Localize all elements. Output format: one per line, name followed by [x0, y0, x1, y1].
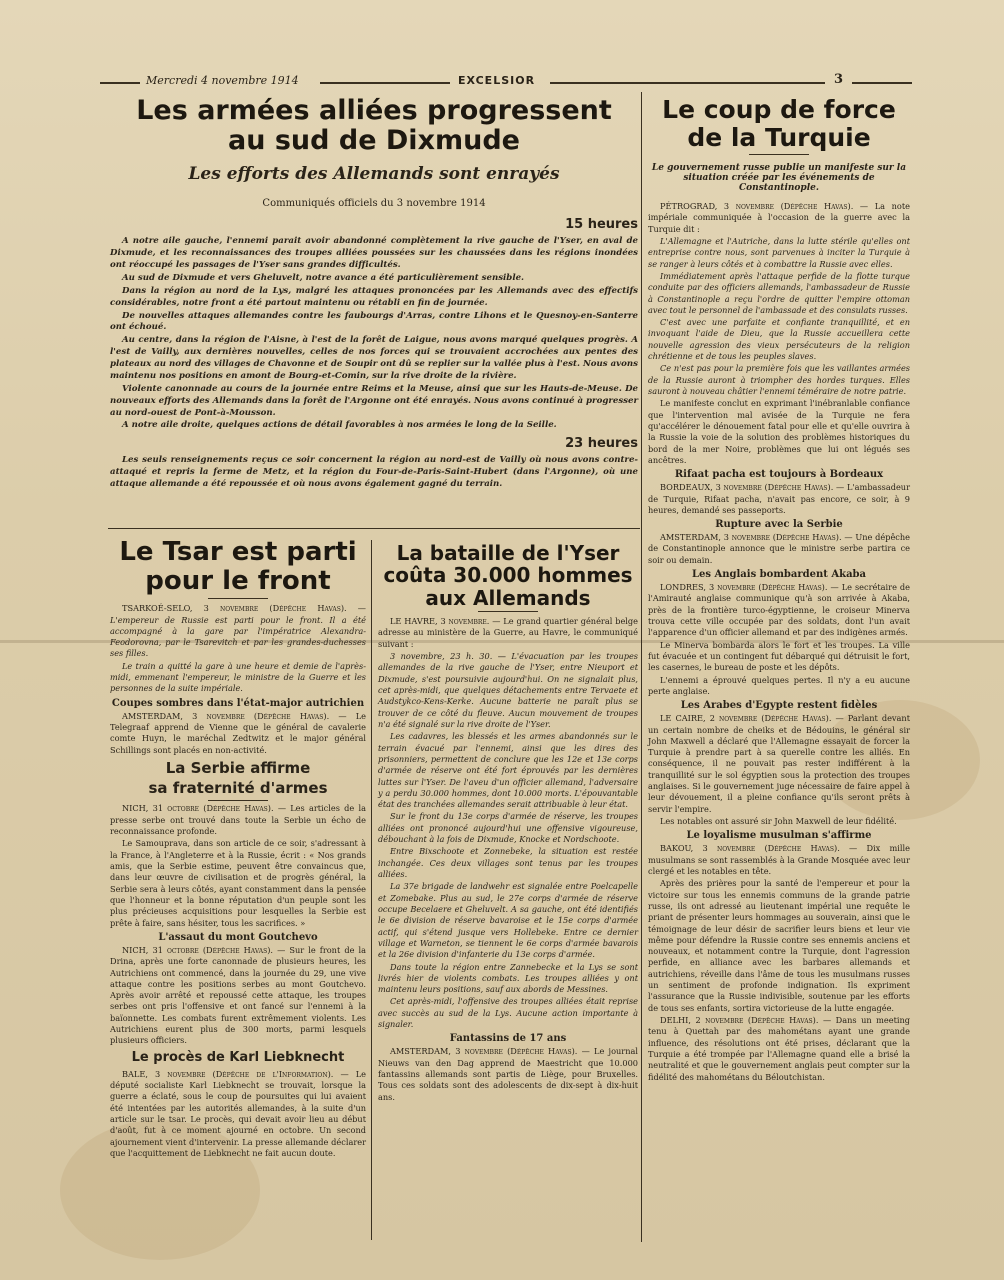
column-rule [641, 92, 642, 1242]
tsar-article [110, 538, 366, 1160]
turquie-deck: Le gouvernement russe publie un manifeste sur la situation créée par les événements de Constantinople. [651, 163, 907, 193]
lead-title-line2: au sud de Dixmude [228, 125, 520, 157]
dateline: BAKOU, 3 novembre (Dépêche Havas). — [660, 843, 858, 854]
communique-para: A notre aile droite, quelques actions de détail favorables à nos armées le long de la Seille. [122, 420, 557, 431]
dateline: BORDEAUX, 3 novembre (Dépêche Havas). — [660, 482, 845, 493]
yser-title-line1: La bataille de l'Yser [396, 541, 620, 565]
turquie-article [648, 96, 910, 1084]
communique-para: Violente canonnade au cours de la journée entre Reims et la Meuse, ainsi que sur les Hauts-de-Meuse. De nouveaux efforts des Allemands dans la forêt de l'Argonne ont été enrayés. Nous avons continué à progresser au nord-ouest de Pont-à-Mousson. [110, 383, 638, 418]
communique-para: Au sud de Dixmude et vers Gheluvelt, notre avance a été particulièrement sensible. [122, 273, 525, 284]
serbie-title-line2: sa fraternité d'armes [148, 779, 328, 798]
article-text: Le train a quitté la gare à une heure et demie de l'après-midi, emmenant l'empereur, le ministre de la Guerre et les personnes de la suite impériale. [110, 660, 366, 694]
dateline: PÉTROGRAD, 3 novembre (Dépêche Havas). — [660, 201, 869, 211]
article-text: Le manifeste conclut en exprimant l'inébranlable confiance que l'intervention mal avisée de la Turquie ne fera qu'accélérer le dénouement fatal pour elle et qu'elle ouvrira à la Russie la voie de la solution des problèmes historiques du bord de la mer Noire, problèmes que lui ont légués ses ancêtres. [648, 398, 910, 465]
lead-title-line1: Les armées alliées progressent [136, 95, 612, 126]
communique-para: Dans toute la région entre Zannebecke et la Lys se sont livrés hier de violents combats. Les troupes alliées y ont maintenu leurs positions, sauf aux abords de Messines. [378, 961, 638, 995]
article-text: Le grand quartier général belge adresse au ministère de la Guerre, au Havre, le communiqué suivant : [378, 616, 638, 649]
article-text: La note impériale communiquée à l'occasion de la guerre avec la Turquie dit : [648, 201, 911, 234]
liebknecht-title: Le procès de Karl Liebknecht [131, 1049, 345, 1065]
communique-15h [110, 236, 638, 432]
column-rule [371, 540, 372, 1240]
communique-para: Les seuls renseignements reçus ce soir concernent la région au nord-est de Vailly où nous avons contre-attaqué et repris la ferme de Metz, et la région du Four-de-Paris-Saint-Hubert (dans l'Argonne), où une attaque allemande a été repoussée et où nous avons également gagné du terrain. [110, 455, 638, 489]
title-rule [208, 800, 268, 801]
article-text: Le Samouprava, dans son article de ce soir, s'adressant à la France, à l'Angleterre et à la Russie, écrit : « Nos grands amis, que la Serbie estime, peuvent être convaincus que, dans leur œuvre de civilisation et de progrès général, la Serbie sera à leurs côtés, ayant constamment dans la pensée que l'honneur et la bonne réputation d'un peuple sont les plus précieuses acquisitions pour lesquelles la Serbie est prête à faire, sans hésiter, tous les sacrifices. » [110, 838, 366, 928]
issue-date: Mercredi 4 novembre 1914 [146, 74, 299, 87]
tsar-title-line2: pour le front [145, 566, 331, 597]
communique-23h [110, 455, 638, 491]
dateline: BALE, 3 novembre (Dépêche de l'Information). — [122, 1068, 349, 1079]
header-rule [100, 82, 140, 84]
article-text: Le député socialiste Karl Liebknecht se trouvait, lorsque la guerre a éclaté, sous le coup de poursuites qui lui avaient été intentées par les autorités allemandes, à la suite d'un article sur le tsar. Le procès, qui devait avoir lieu au début d'août, fut à ce moment ajourné en octobre. Un second ajournement vient d'intervenir. La presse allemande déclarer que l'acquittement de Liebknecht ne fait aucun doute. [110, 1068, 366, 1158]
time-23h: 23 heures [565, 436, 638, 452]
article-text: Les articles de la presse serbe ont trouvé dans toute la Serbie un écho de reconnaissance profonde. [110, 803, 366, 837]
subhead: Fantassins de 17 ans [449, 1033, 567, 1045]
dateline: NICH, 31 octobre (Dépêche Havas). — [122, 944, 286, 955]
communique-para: Entre Bixschoote et Zonnebeke, la situation est restée inchangée. Ces deux villages sont tenus par les troupes alliées. [378, 846, 638, 880]
article-text: Après des prières pour la santé de l'empereur et pour la victoire sur tous les ennemis communs de la grande patrie russe, ils ont adressé au lieutenant impérial une requête le priant de présenter leurs hommages au souverain, ainsi que le témoignage de leur désir de sacrifier leurs biens et leur vie même pour défendre la Russie contre ses ennemis anciens et nouveaux, et notamment contre la Turquie, dont l'agression perfide, en alliance avec les barbares allemands et autrichiens, réveille dans l'âme de tous les musulmans russes un sentiment de profonde indignation. Ils expriment l'assurance que la Russie indivisible, soutenue par les efforts de tous ses enfants, sortira victorieuse de la lutte engagée. [648, 878, 910, 1013]
communique-para: Cet après-midi, l'offensive des troupes alliées était reprise avec succès au sud de la Lys. Aucune action importante à signaler. [378, 996, 638, 1030]
communique-para: Dans la région au nord de la Lys, malgré les attaques prononcées par les Allemands avec des effectifs considérables, notre front a été partout maintenu ou rétabli en fin de journée. [110, 285, 638, 308]
dateline: LE CAIRE, 2 novembre (Dépêche Havas). — [660, 713, 844, 724]
communique-para: A notre aile gauche, l'ennemi parait avoir abandonné complètement la rive gauche de l'Yser, en aval de Dixmude, et les reconnaissances des troupes alliées poussées sur les chaussées dans les régions inondées ont réoccupé les passages de l'Yser sans grandes difficultés. [110, 236, 638, 271]
dateline: LONDRES, 3 novembre (Dépêche Havas). — [660, 582, 839, 593]
subhead: Rupture avec la Serbie [715, 519, 843, 531]
quote-para: C'est avec une parfaite et confiante tranquillité, et en invoquant l'aide de Dieu, que la Russie accueillera cette nouvelle agression des vieux persécuteurs de la religion chrétienne et de tous les peuples slaves. [648, 317, 910, 362]
communique-para: La 37e brigade de landwehr est signalée entre Poelcapelle et Zomebake. Plus au sud, le 27e corps d'armée de réserve occupe Becelaere et Gheluvelt. A sa gauche, ont été identifiés le 6e division de réserve bavaroise et le 15e corps d'armée actif, qui s'étend jusque vers Hollebeke. Entre ce dernier village et Warneton, se tiennent le 6e corps d'armée bavarois et la 26e division d'infanterie du 13e corps d'armée. [378, 881, 638, 960]
communique-label: Communiqués officiels du 3 novembre 1914 [262, 198, 486, 210]
lead-deck: Les efforts des Allemands sont enrayés [188, 164, 560, 185]
article-text: Le Minerva bombarda alors le fort et les troupes. La ville fut évacuée et un contingent fut débarqué qui détruisit le fort, les casernes, le bureau de poste et les dépôts. [648, 639, 910, 673]
article-text: Parlant devant un certain nombre de cheiks et de Bédouins, le général sir John Maxwell a déclaré que l'Allemagne essayait de forcer la Turquie à prendre part à sa querelle contre les alliés. En conséquence, il ne pouvait pas rester indifférent à la tranquillité sur le sol égyptien sous la protection des troupes anglaises. Si le gouvernement juge nécessaire de faire appel à leur dévouement, il a pleine confiance qu'ils seront prêts à servir l'empire. [648, 713, 910, 814]
article-text: Les notables ont assuré sir John Maxwell de leur fidélité. [660, 816, 897, 826]
subhead: L'assaut du mont Goutchevo [158, 931, 318, 943]
dateline: AMSTERDAM, 3 novembre (Dépêche Havas). — [660, 532, 853, 543]
dateline: AMSTERDAM, 3 novembre (Dépêche Havas). — [390, 1046, 590, 1057]
communique-para: De nouvelles attaques allemandes contre les faubourgs d'Arras, contre Lihons et le Quesnoy-en-Santerre ont échoué. [110, 310, 638, 333]
article-text: Sur le front de la Drina, après une forte canonnade de plusieurs heures, les Autrichiens ont commencé, dans la journée du 29, une vive attaque contre les positions serbes au mont Goutchevo. Après avoir arrêté et repoussé cette attaque, les troupes serbes ont pris l'offensive et ont fancé sur l'ennemi à la baïonnette. Les combats furent extrêmement violents. Les Autrichiens eurent plus de 300 morts, parmi lesquels plusieurs officiers. [110, 944, 366, 1046]
article-text: L'ambassadeur de Turquie, Rifaat pacha, n'avait pas encore, ce soir, à 9 heures, demandé ses passeports. [648, 482, 910, 515]
article-text: Dans un meeting tenu à Quettah par des mahométans ayant une grande influence, des résolutions ont été prises, déclarant que la Turquie a été trompée par l'Allemagne quand elle a brisé la neutralité et que le gouvernement anglais peut compter sur la fidélité des mahométans du Béloutchistan. [648, 1015, 910, 1082]
header-rule [320, 82, 450, 84]
subhead: Les Arabes d'Egypte restent fidèles [680, 700, 878, 712]
lead-article [110, 96, 638, 492]
dateline: TSARKOÉ-SELO, 3 novembre (Dépêche Havas). — [122, 603, 366, 614]
section-rule [108, 528, 640, 529]
quote-para: Ce n'est pas pour la première fois que les vaillantes armées de la Russie auront à triompher des hordes turques. Elles sauront à nouveau châtier l'ennemi téméraire de notre patrie. [648, 363, 910, 396]
serbie-title-line1: La Serbie affirme [165, 758, 311, 777]
article-text: Le secrétaire de l'Amirauté anglaise communique qu'à son arrivée à Akaba, près de la frontière turco-égyptienne, le croiseur Minerva trouva cette ville occupée par des soldats, dont l'un avait l'apparence d'un officier allemand et par des indigènes armés. [648, 582, 910, 638]
yser-article [378, 542, 638, 1104]
article-text: Dix mille musulmans se sont rassemblés à la Grande Mosquée avec leur clergé et les notables en tête. [648, 843, 910, 876]
article-text: Le Telegraaf apprend de Vienne que le général de cavalerie comte Huyn, le maréchal Zedtwitz et le major général Schillings sont placés en non-activité. [110, 710, 366, 755]
communique-para: Les cadavres, les blessés et les armes abandonnés sur le terrain évacué par l'ennemi, ainsi que les dires des prisonniers, permettent de conclure que les 12e et 13e corps d'armée de réserve ont été fort éprouvés par les dernières luttes sur l'Yser. De l'aveu d'un officier allemand, l'adversaire y a perdu 30.000 hommes, dont 10.000 morts. L'épouvantable état des tranchées allemandes serait attribuable à leur état. [378, 731, 638, 810]
dateline: NICH, 31 octobre (Dépêche Havas). — [122, 803, 287, 814]
dateline: DELHI, 2 novembre (Dépêche Havas). — [660, 1015, 832, 1025]
subhead: Rifaat pacha est toujours à Bordeaux [674, 469, 884, 481]
title-rule [749, 154, 809, 155]
communique-para: Sur le front du 13e corps d'armée de réserve, les troupes alliées ont prononcé aujourd'hui une offensive vigoureuse, débouchant à la fois de Dixmude, Knocke et Nordschoote. [378, 811, 638, 845]
subhead: Les Anglais bombardent Akaba [691, 569, 867, 581]
communique-para: Au centre, dans la région de l'Aisne, à l'est de la forêt de Laigue, nous avons marqué quelques progrès. A l'est de Vailly, aux dernières nouvelles, celles de nos forces qui se trouvaient accrochées aux pentes des plateaux au nord des villages de Chavonne et de Soupir ont dû se replier sur la vallée plus à l'est. Nous avons maintenu nos positions en amont de Bourg-et-Comin, sur la rive droite de la rivière. [110, 335, 638, 381]
subhead: Coupes sombres dans l'état-major autrichien [111, 697, 365, 709]
paper-name: EXCELSIOR [458, 74, 536, 87]
page-header [100, 74, 912, 92]
article-text: L'empereur de Russie est parti pour le front. Il a été accompagné à la gare par l'impératrice Alexandra-Feodorovna, par le Tsarevitch et par les grandes-duchesses ses filles. [110, 614, 366, 659]
title-rule [208, 598, 268, 599]
time-15h: 15 heures [565, 217, 638, 233]
page-number: 3 [834, 72, 844, 87]
yser-title-line2: coûta 30.000 hommes [383, 563, 633, 588]
communique-stamp: 3 novembre, 23 h. 30. — [390, 651, 506, 662]
turquie-title-line1: Le coup de force [662, 95, 896, 124]
quote-para: Immédiatement après l'attaque perfide de la flotte turque conduite par des officiers allemands, l'ambassadeur de Russie à Constantinople a reçu l'ordre de quitter l'empire ottoman avec tout le personnel de l'ambassade et des consulats russes. [648, 270, 910, 315]
communique-para: L'évacuation par les troupes allemandes de la rive gauche de l'Yser, entre Nieuport et Dixmude, s'est poursuivie aujourd'hui. On ne signalait plus, cet après-midi, que quelques détachements entre Tervaete et Audstykco-Kens-Kerke. Aucune batterie ne paraît plus se trouver de ce côté du fleuve. Aucun mouvement de troupes n'a été signalé sur la rive droite de l'Yser. [378, 651, 639, 729]
header-rule [852, 82, 912, 84]
article-text: L'ennemi a éprouvé quelques pertes. Il n'y a eu aucune perte anglaise. [648, 674, 910, 696]
quote-para: L'Allemagne et l'Autriche, dans la lutte stérile qu'elles ont entreprise contre nous, sont parvenues à inciter la Turquie à se ranger à leurs côtés et à combattre la Russie avec elles. [648, 235, 910, 269]
header-rule [550, 82, 825, 84]
dateline: AMSTERDAM, 3 novembre (Dépêche Havas). — [122, 710, 347, 721]
article-text: Une dépêche de Constantinople annonce que le ministre serbe partira ce soir ou demain. [648, 532, 910, 565]
article-text: Le journal Nieuws van den Dag apprend de Maestricht que 10.000 fantassins allemands sont partis de Liège, pour Bruxelles. Tous ces soldats sont des adolescents de dix-sept à dix-huit ans. [378, 1046, 638, 1102]
subhead: Le loyalisme musulman s'affirme [686, 830, 872, 842]
dateline: LE HAVRE, 3 novembre. — [390, 616, 501, 627]
title-rule [478, 611, 538, 612]
yser-title-line3: aux Allemands [425, 585, 591, 610]
turquie-title-line2: de la Turquie [687, 123, 871, 152]
tsar-title-line1: Le Tsar est parti [119, 537, 357, 567]
